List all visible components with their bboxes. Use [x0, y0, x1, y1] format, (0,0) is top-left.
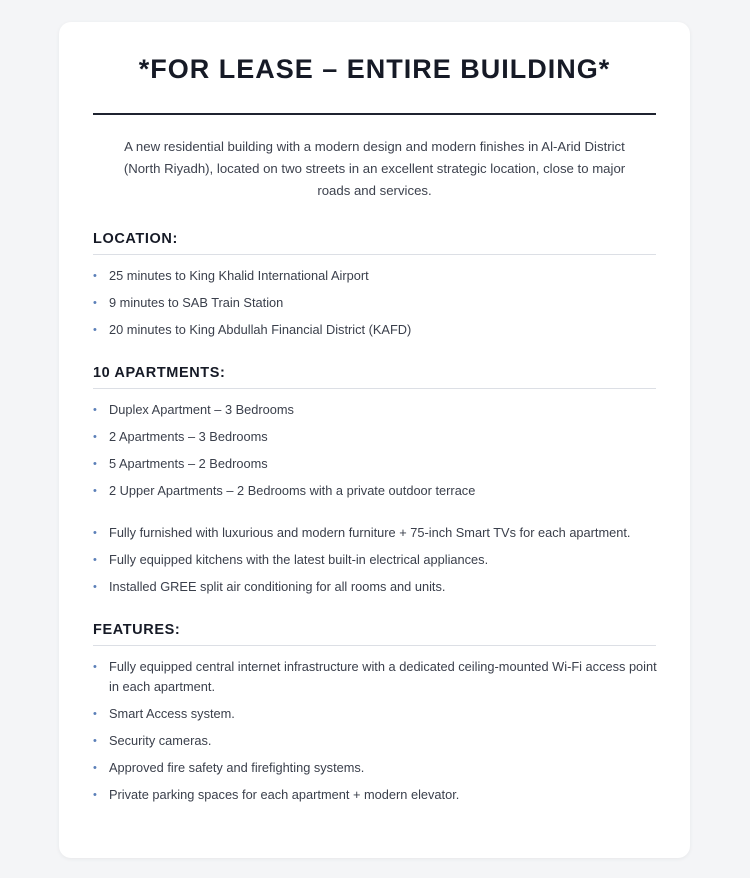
list-item [93, 293, 660, 313]
list-item [93, 320, 660, 340]
list-item [93, 758, 660, 778]
bullet-icon: • [93, 789, 97, 801]
list-item-text: 25 minutes to King Khalid International Airport [109, 268, 369, 283]
list-item-text: 20 minutes to King Abdullah Financial District (KAFD) [109, 322, 412, 337]
bullet-icon: • [93, 404, 97, 416]
apartments-extras-list [93, 523, 660, 604]
list-item-text: Private parking spaces for each apartment + modern elevator. [109, 787, 460, 802]
bullet-icon: • [93, 270, 97, 282]
bullet-icon: • [93, 527, 97, 539]
list-item-text: 9 minutes to SAB Train Station [109, 295, 284, 310]
list-item [93, 657, 660, 697]
location-heading: LOCATION: [93, 231, 656, 255]
list-item-text: Duplex Apartment – 3 Bedrooms [109, 402, 294, 417]
bullet-icon: • [93, 554, 97, 566]
list-item-text: 5 Apartments – 2 Bedrooms [109, 456, 268, 471]
list-item [93, 427, 660, 447]
bullet-icon: • [93, 297, 97, 309]
bullet-icon: • [93, 735, 97, 747]
list-item-text: Smart Access system. [109, 706, 235, 721]
list-item-text: Security cameras. [109, 733, 212, 748]
apartments-list [93, 400, 660, 508]
features-list [93, 657, 660, 812]
list-item [93, 481, 660, 501]
list-item [93, 454, 660, 474]
list-item [93, 523, 660, 543]
bullet-icon: • [93, 661, 97, 673]
list-item-text: Fully equipped central internet infrastructure with a dedicated ceiling-mounted Wi-Fi access point in each apartment. [109, 659, 657, 694]
list-item-text: Approved fire safety and firefighting systems. [109, 760, 365, 775]
list-item [93, 785, 660, 805]
list-item [93, 266, 660, 286]
list-item [93, 731, 660, 751]
page-title: *FOR LEASE – ENTIRE BUILDING* [138, 54, 611, 84]
intro-paragraph: A new residential building with a modern design and modern finishes in Al-Arid District (North Riyadh), located on two streets in an excellent strategic location, close to major roads and services. [123, 139, 626, 198]
list-item [93, 577, 660, 597]
bullet-icon: • [93, 581, 97, 593]
list-item [93, 400, 660, 420]
location-list [93, 266, 660, 347]
bullet-icon: • [93, 708, 97, 720]
bullet-icon: • [93, 762, 97, 774]
list-item-text: Installed GREE split air conditioning for all rooms and units. [109, 579, 446, 594]
list-item [93, 550, 660, 570]
list-item-text: 2 Upper Apartments – 2 Bedrooms with a private outdoor terrace [109, 483, 476, 498]
list-item-text: Fully equipped kitchens with the latest built-in electrical appliances. [109, 552, 489, 567]
bullet-icon: • [93, 485, 97, 497]
list-item [93, 704, 660, 724]
features-heading: FEATURES: [93, 622, 656, 646]
listing-card [59, 22, 690, 858]
bullet-icon: • [93, 458, 97, 470]
list-item-text: 2 Apartments – 3 Bedrooms [109, 429, 268, 444]
apartments-heading: 10 APARTMENTS: [93, 365, 656, 389]
list-item-text: Fully furnished with luxurious and modern furniture + 75-inch Smart TVs for each apartment. [109, 525, 631, 540]
bullet-icon: • [93, 324, 97, 336]
title-divider [93, 113, 656, 115]
bullet-icon: • [93, 431, 97, 443]
